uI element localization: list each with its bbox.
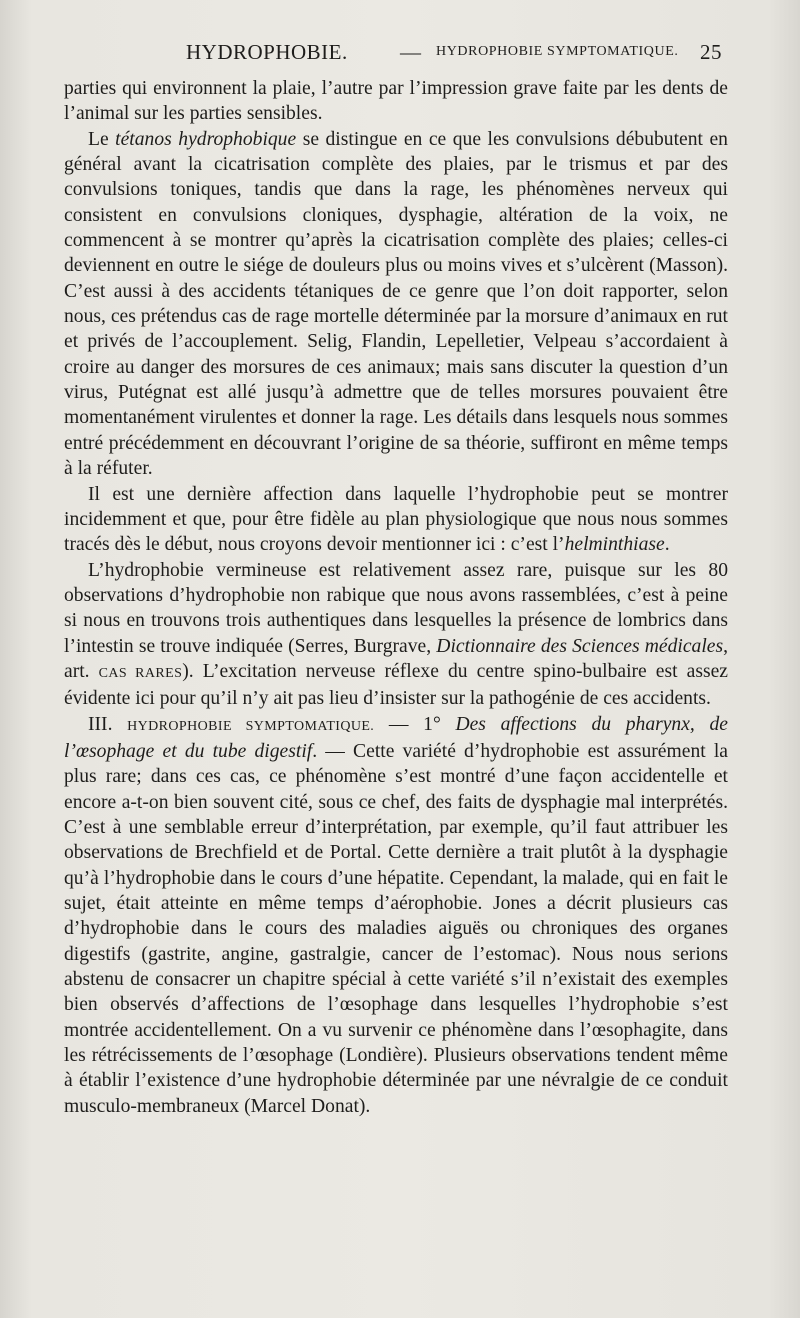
paragraph-4-text-b: , art. (64, 635, 728, 682)
paragraph-2-text-a: Le (88, 128, 116, 150)
paragraph-3 (64, 482, 728, 558)
paragraph-5-section-heading: HYDROPHOBIE SYMPTOMATIQUE. (127, 718, 375, 734)
paragraph-4-text-a: L’hydrophobie vermineuse est relativement assez rare, puisque sur les 80 observations d’hydrophobie non rabique que nous avons rassemblées, c’est à peine si nous en trouvons trois authentiques dans lesquelles la présence de lombrics dans l’intestin se trouve indiquée (Serres, Burgrave, (64, 559, 728, 657)
paragraph-1 (64, 76, 728, 127)
paragraph-3-italic-term: helminthiase (564, 534, 665, 556)
paragraph-4 (64, 558, 728, 712)
paragraph-3-text-a: Il est une dernière affection dans laquelle l’hydrophobie peut se montrer incidemment et que, pour être fidèle au plan physiologique que nous nous sommes tracés dès le début, nous croyons devoir mentionner ici : c’est l’ (64, 483, 728, 556)
paragraph-3-text-b: . (664, 534, 670, 556)
paragraph-4-italic-reference: Dictionnaire des Sciences médicales (436, 635, 724, 657)
header-dash: — (400, 40, 422, 64)
paragraph-2-text-b: se distingue en ce que les convulsions débubutent en général avant la cicatrisation complète des plaies, par le trismus et par des convulsions toniques, tandis que dans la rage, les phénomènes nerveux qui consistent en convulsions cloniques, dysphagie, altération de la voix, ne commencent à se montrer qu’après la cicatrisation complète des plaies; celles-ci deviennent en outre le siége de douleurs plus ou moins vives et s’ulcèrent (Masson). C’est aussi à des accidents tétaniques de ce genre que l’on doit rapporter, selon nous, ces prétendus cas de rage mortelle déterminée par la morsure d’animaux en rut et privés de l’accouplement. Selig, Flandin, Lepelletier, Velpeau s’accordaient à croire au danger des morsures de ces animaux; mais sans discuter la question d’un virus, Putégnat est allé jusqu’à admettre que de telles morsures pouvaient être momentanément virulentes et donner la rage. Les détails dans lesquels nous sommes entré précédemment en découvrant l’origine de sa théorie, suffiront en même temps à la réfuter. (64, 128, 728, 480)
paragraph-5-text-a: — 1° (374, 713, 456, 735)
paragraph-2-italic-term: tétanos hydrophobique (115, 128, 297, 150)
paragraph-5-text-b: . — Cette variété d’hydrophobie est assurément la plus rare; dans ces cas, ce phénomène s’est montré d’une façon accidentelle et encore a-t-on bien souvent cité, sous ce chef, des faits de dysphagie mal interprétés. C’est à une semblable erreur d’interprétation, par exemple, qu’il faut attribuer les observations de Brechfield et de Portal. Cette dernière a trait plutôt à la dysphagie qu’à l’hydrophobie dans le cours d’une hépatite. Cependant, la malade, qui en fait le sujet, était atteinte en même temps d’aérophobie. Jones a décrit plusieurs cas d’hydrophobie dans le cours des maladies aiguës ou chroniques des organes digestifs (gastrite, angine, gastralgie, cancer de l’estomac). Nous nous serions abstenu de consacrer un chapitre spécial à cette variété s’il n’existait des exemples bien observés d’affections de l’œsophage dans lesquelles l’hydrophobie s’est montrée accidentellement. On a vu survenir ce phénomène dans l’œsophagite, dans les rétrécissements de l’œsophage (Londière). Plusieurs observations tendent même à établir l’existence d’une hydrophobie déterminée par une névralgie de ce conduit musculo-membraneux (Marcel Donat). (64, 740, 728, 1117)
running-header (64, 36, 728, 70)
page-number: 25 (700, 40, 722, 64)
paragraph-5-italic-subheading: Des affections du pharynx, de l’œsophage et du tube digestif (64, 713, 728, 762)
running-title: HYDROPHOBIE. (186, 40, 348, 64)
paragraph-5-section-number: III. (88, 713, 128, 735)
paragraph-2 (64, 127, 728, 482)
running-subtitle: HYDROPHOBIE SYMPTOMATIQUE. (436, 44, 679, 59)
paragraph-4-small-caps-article: CAS RARES (98, 665, 183, 681)
paragraph-5 (64, 712, 728, 1120)
body-text (64, 76, 728, 1119)
paragraph-4-text-c: ). L’excitation nerveuse réflexe du centre spino-bulbaire est assez évidente ici pour qu’il n’y ait pas lieu d’insister sur la pathogénie de ces accidents. (64, 660, 728, 710)
paragraph-1-text: parties qui environnent la plaie, l’autre par l’impression grave faite par les dents de l’animal sur les parties sensibles. (64, 78, 728, 125)
